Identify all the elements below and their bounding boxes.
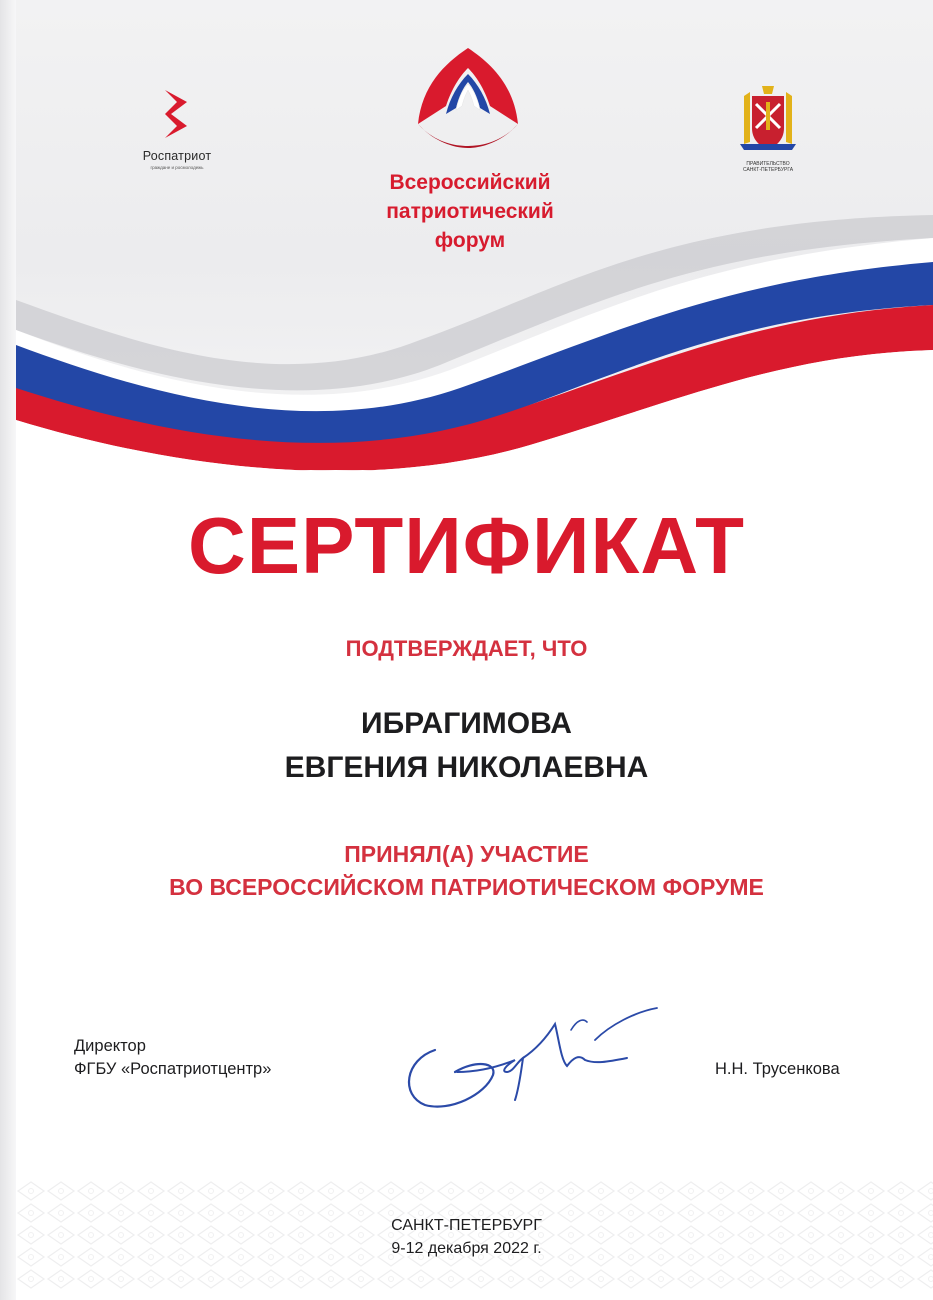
footer: [0, 1214, 933, 1260]
confirms-text: ПОДТВЕРЖДАЕТ, ЧТО: [345, 636, 588, 661]
signatory-position-line1: Директор: [74, 1037, 146, 1055]
forum-title-line2: патриотический: [386, 200, 554, 223]
forum-title-line3: форум: [434, 229, 506, 252]
certificate-title: СЕРТИФИКАТ: [187, 501, 746, 590]
coat-of-arms-icon: [736, 82, 800, 154]
recipient-name: [0, 702, 933, 790]
footer-city: САНКТ-ПЕТЕРБУРГ: [391, 1217, 542, 1234]
participation-line1: ПРИНЯЛ(А) УЧАСТИЕ: [344, 841, 589, 867]
rospatriot-name: Роспатриот: [142, 149, 212, 163]
participation-line2: ВО ВСЕРОССИЙСКОМ ПАТРИОТИЧЕСКОМ ФОРУМЕ: [169, 874, 764, 900]
government-caption: [728, 161, 808, 173]
rospatriot-logo: [122, 88, 232, 170]
signatory-name: Н.Н. Трусенкова: [715, 1060, 840, 1078]
forum-emblem-icon: [412, 44, 524, 156]
rospatriot-tagline: граждане и росмолодежь: [150, 165, 204, 170]
government-logo: [728, 82, 808, 173]
government-caption-line2: САНКТ-ПЕТЕРБУРГА: [742, 167, 794, 173]
recipient-surname: ИБРАГИМОВА: [361, 707, 572, 740]
participation-text: [0, 838, 933, 904]
signatory-position: [74, 1035, 271, 1081]
footer-dates: 9-12 декабря 2022 г.: [391, 1240, 542, 1257]
signature-image: [395, 1000, 665, 1120]
rospatriot-mark-icon: [157, 88, 197, 140]
forum-title-line1: Всероссийский: [389, 171, 551, 194]
recipient-given-names: ЕВГЕНИЯ НИКОЛАЕВНА: [284, 751, 649, 784]
signatory-position-line2: ФГБУ «Роспатриотцентр»: [74, 1060, 272, 1078]
government-caption-line1: ПРАВИТЕЛЬСТВО: [746, 161, 790, 167]
forum-title: [340, 168, 600, 255]
